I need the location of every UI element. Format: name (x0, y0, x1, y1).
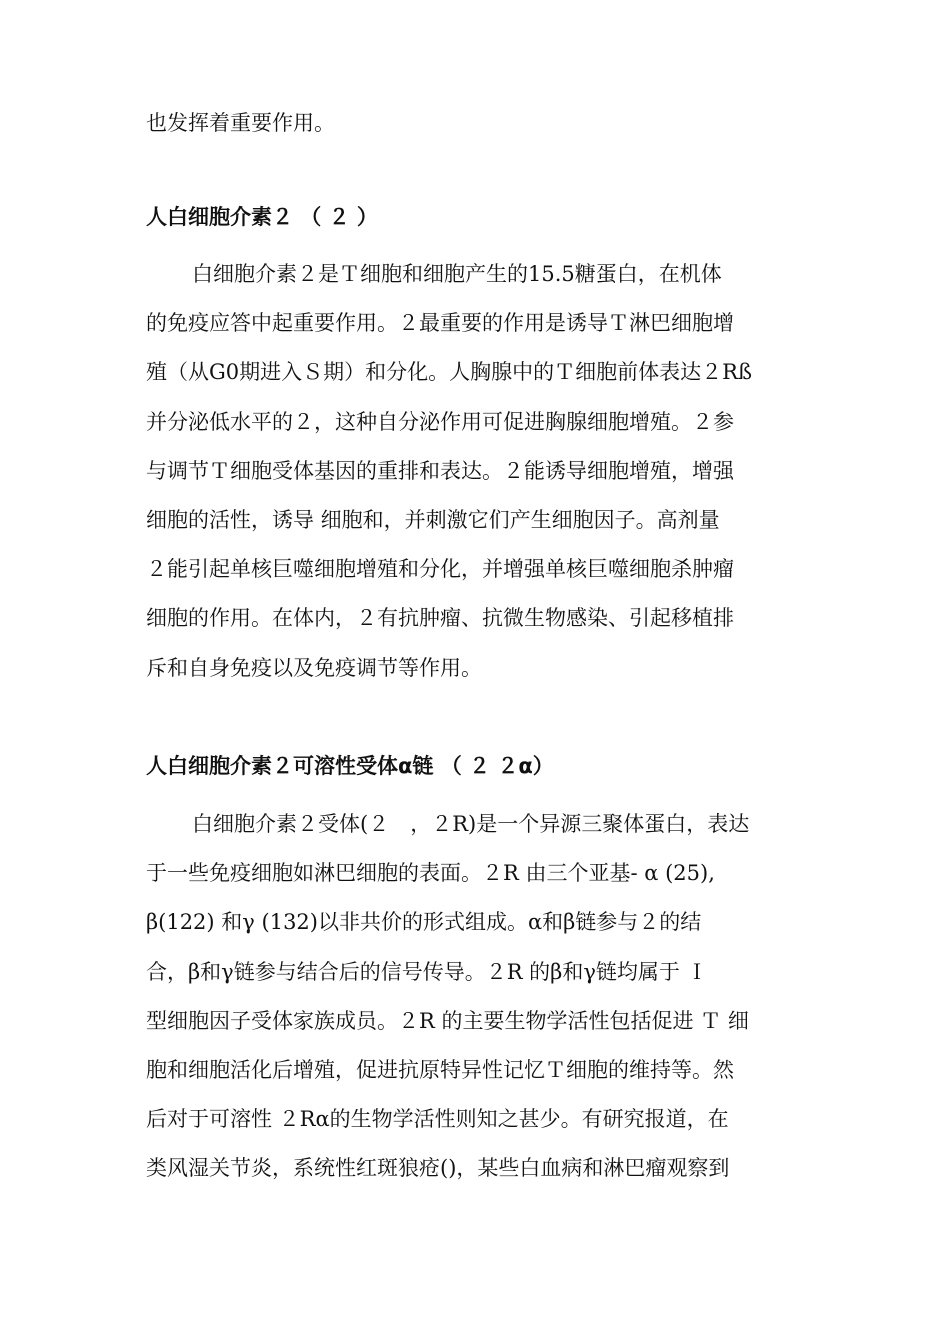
paragraph-line: 的免疫应答中起重要作用。２最重要的作用是诱导Ｔ淋巴细胞增 (146, 311, 734, 336)
section-body-il2 (146, 250, 810, 693)
paragraph-line: 并分泌低水平的２，这种自分泌作用可促进胸腺细胞增殖。２参 (146, 409, 734, 434)
paragraph-line: 与调节Ｔ细胞受体基因的重排和表达。２能诱导细胞增殖，增强 (146, 458, 734, 483)
section-heading-sil2r-alpha: 人白细胞介素２可溶性受体α链 （ ２ ２α） (146, 754, 554, 778)
section-heading-il2: 人白细胞介素２ （ ２ ） (146, 205, 378, 229)
paragraph-line: 胞和细胞活化后增殖，促进抗原特异性记忆Ｔ细胞的维持等。然 (146, 1057, 734, 1082)
paragraph-line: 殖（从G0期进入Ｓ期）和分化。人胸腺中的Ｔ细胞前体表达２Rß (146, 360, 752, 385)
paragraph-line: 类风湿关节炎，系统性红斑狼疮()，某些白血病和淋巴瘤观察到 (146, 1156, 730, 1181)
section-body-sil2r-alpha (146, 800, 810, 1194)
paragraph-line: 于一些免疫细胞如淋巴细胞的表面。２R 由三个亚基- α (25), (146, 861, 715, 886)
paragraph-line: 白细胞介素２受体(２ ，２R)是一个异源三聚体蛋白，表达 (192, 812, 750, 836)
paragraph-line: 斥和自身免疫以及免疫调节等作用。 (146, 655, 482, 680)
paragraph-line: 后对于可溶性 ２Rα的生物学活性则知之甚少。有研究报道，在 (146, 1107, 729, 1132)
paragraph-line: 细胞的活性，诱导 细胞和，并刺激它们产生细胞因子。高剂量 (146, 507, 720, 532)
paragraph-line: 型细胞因子受体家族成员。２R 的主要生物学活性包括促进 Ｔ 细 (146, 1008, 749, 1033)
paragraph-line: 细胞的作用。在体内，２有抗肿瘤、抗微生物感染、引起移植排 (146, 606, 734, 631)
paragraph-line: 合，β和γ链参与结合后的信号传导。２R 的β和γ链均属于 Ｉ (146, 959, 708, 984)
paragraph-line: ２能引起单核巨噬细胞增殖和分化，并增强单核巨噬细胞杀肿瘤 (146, 557, 734, 582)
paragraph-line: 白细胞介素２是Ｔ细胞和细胞产生的15.5糖蛋白，在机体 (192, 262, 722, 286)
paragraph-line: β(122) 和γ (132)以非共价的形式组成。α和β链参与２的结 (146, 910, 702, 935)
intro-text: 也发挥着重要作用。 (146, 111, 335, 135)
